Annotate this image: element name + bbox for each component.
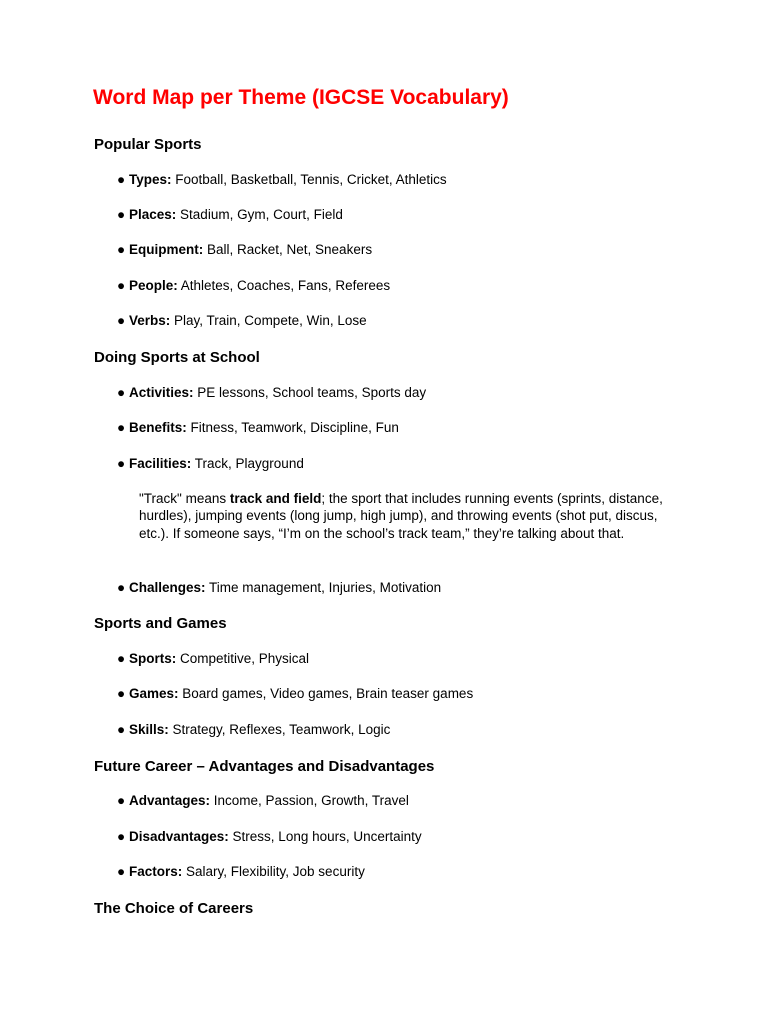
list-item	[117, 722, 390, 737]
bullet-icon: ●	[117, 242, 126, 257]
list-item	[117, 207, 343, 222]
bullet-icon: ●	[117, 313, 126, 328]
bullet-icon: ●	[117, 864, 126, 879]
list-item-text: Board games, Video games, Brain teaser games	[178, 686, 474, 701]
bullet-icon: ●	[117, 456, 126, 471]
list-item-text: Fitness, Teamwork, Discipline, Fun	[186, 420, 399, 435]
list-item-text: Income, Passion, Growth, Travel	[210, 793, 409, 808]
list-item	[117, 793, 409, 808]
list-item-term: Types:	[129, 172, 172, 187]
list-item-term: Challenges:	[129, 580, 206, 595]
list-item-term: Advantages:	[129, 793, 211, 808]
list-item	[117, 686, 473, 701]
list-item-text: Stadium, Gym, Court, Field	[176, 207, 343, 222]
list-item	[117, 242, 372, 257]
section-heading-choice-of-careers: The Choice of Careers	[94, 900, 254, 917]
list-item-text: PE lessons, School teams, Sports day	[193, 385, 427, 400]
bullet-icon: ●	[117, 829, 126, 844]
list-item-text: Ball, Racket, Net, Sneakers	[203, 242, 373, 257]
list-item	[117, 385, 426, 400]
list-item	[117, 172, 447, 187]
note-bold-text: track and field	[229, 491, 322, 506]
list-item-term: Equipment:	[129, 242, 204, 257]
list-item-text: Salary, Flexibility, Job security	[182, 864, 365, 879]
list-item	[117, 864, 365, 879]
section-heading-sports-and-games: Sports and Games	[94, 615, 227, 632]
section-heading-future-career: Future Career – Advantages and Disadvantages	[94, 758, 435, 775]
note-text: ; the sport that includes running events (sprints, distance, hurdles), jumping events (long jump, high jump), and throwing events (shot put, discus, etc.). If someone says, “I’m on the school’s track team,” they’re talking about that.	[139, 491, 663, 541]
bullet-icon: ●	[117, 793, 126, 808]
list-item-term: People:	[129, 278, 178, 293]
list-item-text: Athletes, Coaches, Fans, Referees	[177, 278, 391, 293]
bullet-icon: ●	[117, 651, 126, 666]
list-item-text: Competitive, Physical	[176, 651, 310, 666]
list-item	[117, 829, 422, 844]
list-item-term: Skills:	[129, 722, 169, 737]
track-note-paragraph	[139, 490, 679, 542]
section-heading-popular-sports: Popular Sports	[94, 136, 202, 153]
list-item-text: Football, Basketball, Tennis, Cricket, Athletics	[171, 172, 447, 187]
note-text: "Track" means	[139, 491, 230, 506]
list-item-term: Benefits:	[129, 420, 187, 435]
bullet-icon: ●	[117, 686, 126, 701]
list-item-term: Sports:	[129, 651, 177, 666]
list-item-text: Stress, Long hours, Uncertainty	[228, 829, 422, 844]
list-item-text: Strategy, Reflexes, Teamwork, Logic	[168, 722, 391, 737]
list-item	[117, 278, 390, 293]
list-item	[117, 456, 304, 471]
list-item	[117, 313, 367, 328]
list-item-term: Factors:	[129, 864, 183, 879]
bullet-icon: ●	[117, 278, 126, 293]
bullet-icon: ●	[117, 722, 126, 737]
list-item-term: Games:	[129, 686, 179, 701]
list-item-text: Play, Train, Compete, Win, Lose	[170, 313, 367, 328]
bullet-icon: ●	[117, 207, 126, 222]
list-item-text: Track, Playground	[191, 456, 304, 471]
document-title: Word Map per Theme (IGCSE Vocabulary)	[93, 86, 509, 109]
list-item-term: Places:	[129, 207, 177, 222]
list-item-term: Disadvantages:	[129, 829, 229, 844]
list-item	[117, 651, 309, 666]
list-item-term: Activities:	[129, 385, 194, 400]
bullet-icon: ●	[117, 172, 126, 187]
bullet-icon: ●	[117, 385, 126, 400]
list-item	[117, 580, 441, 595]
list-item-term: Verbs:	[129, 313, 171, 328]
list-item-text: Time management, Injuries, Motivation	[205, 580, 442, 595]
list-item-term: Facilities:	[129, 456, 192, 471]
section-heading-doing-sports-at-school: Doing Sports at School	[94, 349, 260, 366]
bullet-icon: ●	[117, 420, 126, 435]
list-item	[117, 420, 399, 435]
bullet-icon: ●	[117, 580, 126, 595]
